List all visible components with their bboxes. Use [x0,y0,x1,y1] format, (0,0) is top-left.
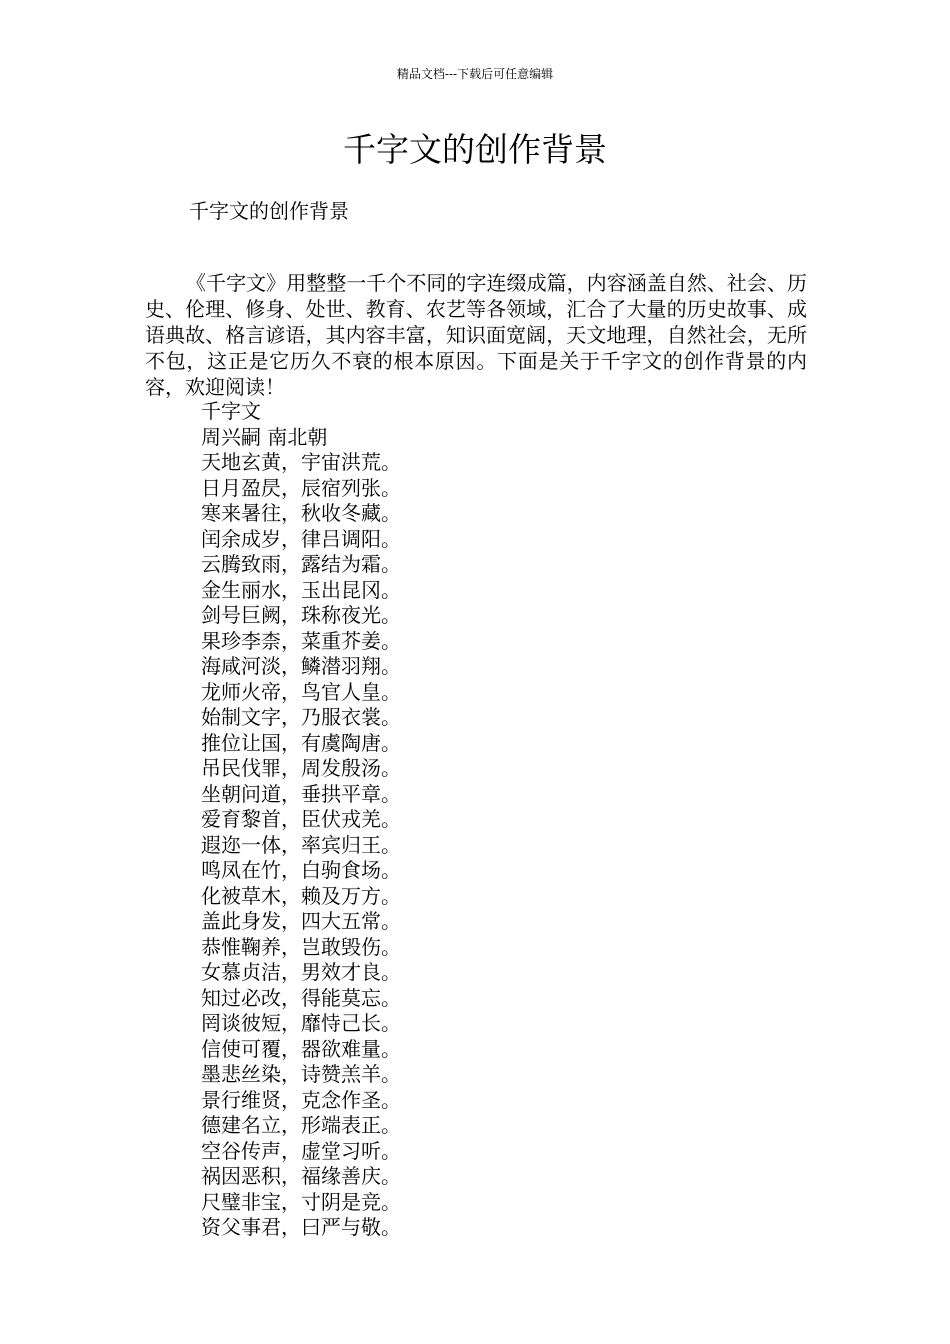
verse-line: 吊民伐罪，周发殷汤。 [201,756,401,780]
verse-line: 剑号巨阙，珠称夜光。 [201,603,401,627]
verse-line: 天地玄黄，宇宙洪荒。 [201,450,401,474]
verse-line: 鸣凤在竹，白驹食场。 [201,858,401,882]
document-subtitle: 千字文的创作背景 [189,199,349,223]
verse-line: 女慕贞洁，男效才良。 [201,960,401,984]
verse-line: 爱育黎首，臣伏戎羌。 [201,807,401,831]
intro-paragraph: 《千字文》用整整一千个不同的字连缀成篇，内容涵盖自然、社会、历史、伦理、修身、处世、教育、农艺等各领域，汇合了大量的历史故事、成语典故、格言谚语，其内容丰富，知识面宽阔，天文地理，自然社会，无所不包，这正是它历久不衰的根本原因。下面是关于千字文的创作背景的内容，欢迎阅读！ [145,271,807,399]
verse-line: 化被草木，赖及万方。 [201,883,401,908]
verse-line: 恭惟鞠养，岂敢毁伤。 [201,934,401,959]
document-title: 千字文的创作背景 [343,130,607,169]
text-lines [201,399,401,1241]
verse-line: 海咸河淡，鳞潜羽翔。 [201,654,401,678]
verse-line: 日月盈昃，辰宿列张。 [201,475,401,500]
verse-line: 龙师火帝，鸟官人皇。 [201,679,401,704]
verse-line: 坐朝问道，垂拱平章。 [201,781,401,806]
verse-line: 果珍李柰，菜重芥姜。 [201,628,401,653]
text-title: 千字文 [201,399,261,423]
verse-line: 知过必改，得能莫忘。 [201,985,401,1010]
verse-line: 始制文字，乃服衣裳。 [201,705,401,729]
verse-line: 德建名立，形端表正。 [201,1113,401,1137]
verse-line: 推位让国，有虞陶唐。 [201,730,401,755]
verse-line: 盖此身发，四大五常。 [201,909,401,933]
verse-line: 罔谈彼短，靡恃己长。 [201,1011,401,1035]
verse-line: 云腾致雨，露结为霜。 [201,552,401,576]
verse-line: 寒来暑往，秋收冬藏。 [201,501,401,525]
verse-line: 景行维贤，克念作圣。 [201,1087,401,1112]
verse-line: 尺璧非宝，寸阴是竞。 [201,1189,401,1214]
verse-line: 闰余成岁，律吕调阳。 [201,526,401,551]
verse-line: 空谷传声，虚堂习听。 [201,1138,401,1163]
verse-line: 信使可覆，器欲难量。 [201,1036,401,1061]
verse-line: 金生丽水，玉出昆冈。 [201,577,401,602]
verse-line: 遐迩一体，率宾归王。 [201,832,401,857]
verse-line: 祸因恶积，福缘善庆。 [201,1164,401,1188]
verse-line: 资父事君，曰严与敬。 [201,1215,401,1239]
verse-line: 墨悲丝染，诗赞羔羊。 [201,1062,401,1086]
text-author: 周兴嗣 南北朝 [201,424,328,449]
header-note: 精品文档---下载后可任意编辑 [396,67,554,81]
